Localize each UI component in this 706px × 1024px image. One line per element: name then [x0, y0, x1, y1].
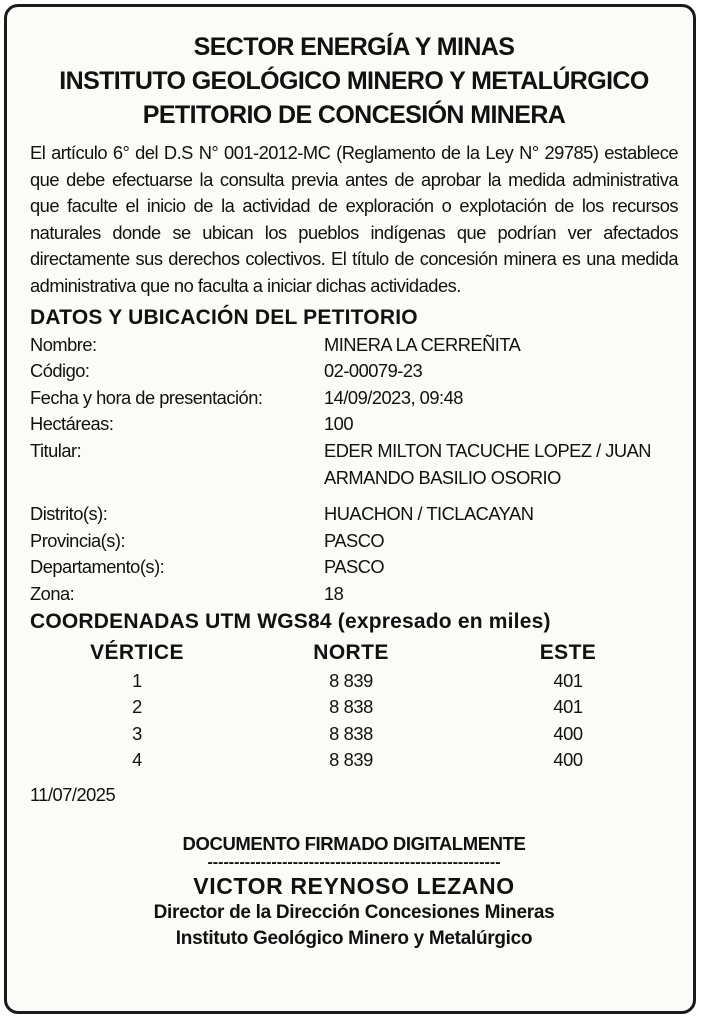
field-value: PASCO: [324, 529, 385, 551]
field-departamentos: [30, 554, 678, 581]
datos-fields: [30, 332, 678, 608]
signer-name: VICTOR REYNOSO LEZANO: [193, 872, 515, 899]
field-label: Provincia(s):: [30, 529, 126, 551]
signature-block: [30, 832, 678, 952]
coordinates-table: [30, 638, 678, 774]
field-label: Zona:: [30, 582, 75, 604]
field-provincias: [30, 528, 678, 555]
signature-dashed-line: -------------------------------------------------------: [207, 855, 501, 870]
field-value: 14/09/2023, 09:48: [324, 386, 463, 408]
document-header: [30, 30, 678, 132]
cell-vertice: 4: [132, 749, 142, 771]
coordinates-header-row: [30, 638, 678, 668]
field-value: PASCO: [324, 556, 385, 578]
signer-role: Director de la Dirección Concesiones Mineras: [153, 901, 555, 923]
field-value: 100: [324, 413, 354, 435]
cell-norte: 8 839: [329, 749, 373, 771]
header-petition-title: PETITORIO DE CONCESIÓN MINERA: [142, 101, 566, 129]
field-label: Titular:: [30, 439, 82, 461]
field-fecha-hora: [30, 385, 678, 412]
field-label: Distrito(s):: [30, 503, 108, 525]
cell-norte: 8 838: [329, 696, 373, 718]
cell-este: 400: [553, 749, 583, 771]
field-label: Código:: [30, 360, 90, 382]
field-value: HUACHON / TICLACAYAN: [324, 503, 534, 525]
notice-document: [30, 30, 678, 952]
cell-norte: 8 838: [329, 722, 373, 744]
field-value: MINERA LA CERREÑITA: [324, 333, 521, 355]
field-value: EDER MILTON TACUCHE LOPEZ / JUAN ARMANDO BASILIO OSORIO: [324, 439, 651, 488]
cell-este: 401: [553, 696, 583, 718]
publication-date: 11/07/2025: [30, 783, 116, 805]
field-distritos: [30, 501, 678, 528]
table-row: [30, 694, 678, 721]
col-header-norte: NORTE: [313, 640, 389, 664]
col-header-este: ESTE: [539, 640, 597, 664]
intro-paragraph: El artículo 6° del D.S N° 001-2012-MC (Reglamento de la Ley N° 29785) establece que debe efectuarse la consulta previa antes de aprobar la medida administrativa que faculte el inicio de la actividad de exploración o explotación de los recursos naturales donde se ubican los pueblos indígenas que podrían ver afectados directamente sus derechos colectivos. El título de concesión minera es una medida administrativa que no faculta a iniciar dichas actividades.: [30, 142, 678, 296]
cell-vertice: 1: [132, 669, 142, 691]
coordinates-section-title: COORDENADAS UTM WGS84 (expresado en miles): [30, 609, 551, 633]
field-value: 18: [324, 582, 344, 604]
field-value: 02-00079-23: [324, 360, 423, 382]
cell-este: 401: [553, 669, 583, 691]
field-label: Nombre:: [30, 333, 97, 355]
cell-vertice: 2: [132, 696, 142, 718]
field-zona: [30, 581, 678, 608]
table-row: [30, 747, 678, 774]
field-nombre: [30, 332, 678, 359]
table-row: [30, 721, 678, 748]
header-institute: INSTITUTO GEOLÓGICO MINERO Y METALÚRGICO: [59, 67, 649, 95]
cell-este: 400: [553, 722, 583, 744]
col-header-vertice: VÉRTICE: [90, 640, 184, 664]
header-sector: SECTOR ENERGÍA Y MINAS: [193, 33, 515, 61]
datos-section-title: DATOS Y UBICACIÓN DEL PETITORIO: [30, 305, 418, 329]
field-hectareas: [30, 411, 678, 438]
field-label: Departamento(s):: [30, 556, 165, 578]
signer-institution: Instituto Geológico Minero y Metalúrgico: [175, 927, 533, 949]
field-codigo: [30, 358, 678, 385]
field-titular: [30, 438, 678, 491]
digital-signature-label: DOCUMENTO FIRMADO DIGITALMENTE: [182, 832, 526, 854]
table-row: [30, 668, 678, 695]
field-label: Fecha y hora de presentación:: [30, 386, 263, 408]
cell-norte: 8 839: [329, 669, 373, 691]
field-label: Hectáreas:: [30, 413, 114, 435]
cell-vertice: 3: [132, 722, 142, 744]
